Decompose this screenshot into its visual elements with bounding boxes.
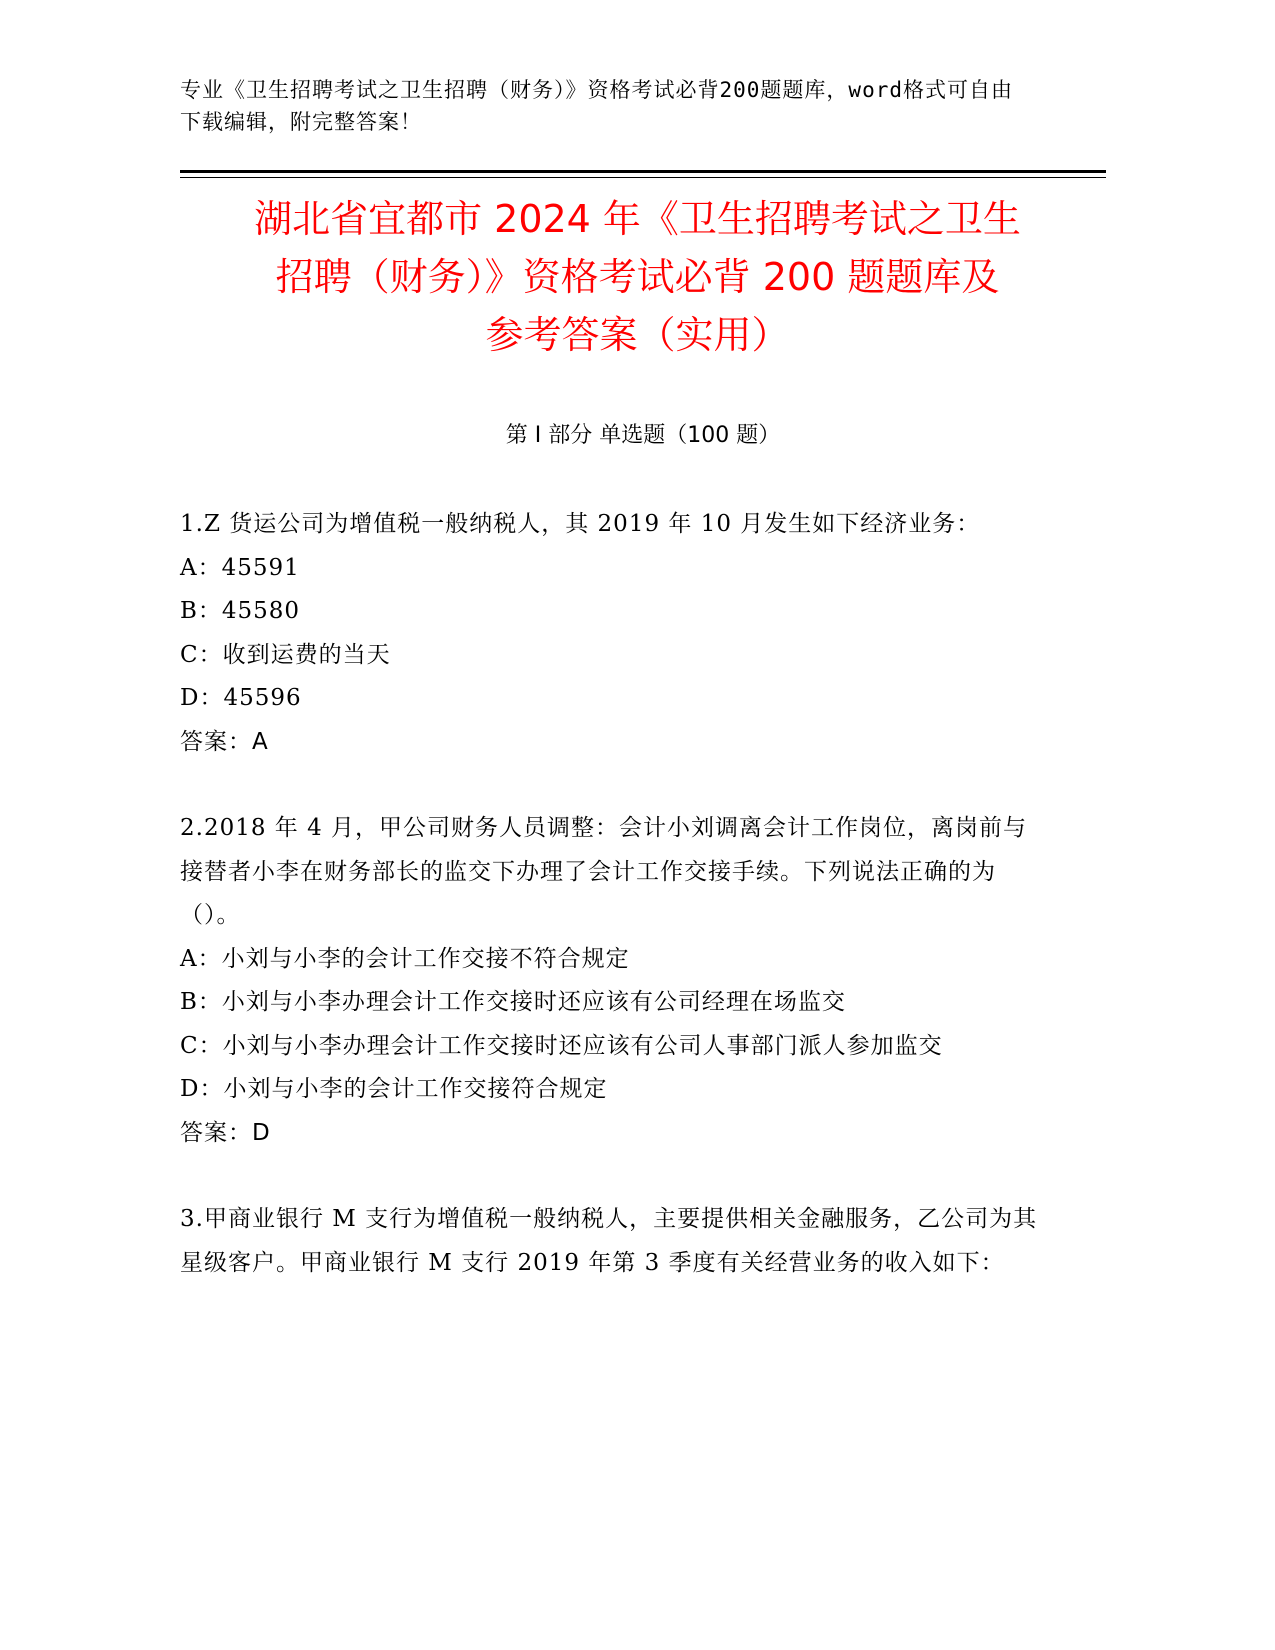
title-line: 参考答案（实用）: [485, 313, 790, 357]
option-c: C：小刘与小李办理会计工作交接时还应该有公司人事部门派人参加监交: [180, 1032, 943, 1059]
document-title: [175, 190, 1100, 364]
header-divider-thin: [180, 177, 1106, 178]
answer-line: 答案：D: [180, 1119, 271, 1146]
question-stem: 2.2018 年 4 月，甲公司财务人员调整：会计小刘调离会计工作岗位，离岗前与接替者小李在财务部长的监交下办理了会计工作交接手续。下列说法正确的为（）。: [180, 815, 1028, 928]
option-c: C：收到运费的当天: [180, 641, 391, 668]
option-b: B：45580: [180, 598, 301, 624]
option-d: D：45596: [180, 685, 302, 711]
question-list: [180, 503, 1040, 1328]
option-a: A：45591: [180, 554, 300, 581]
option-b: B：小刘与小李办理会计工作交接时还应该有公司经理在场监交: [180, 989, 846, 1015]
header-note: 专业《卫生招聘考试之卫生招聘（财务）》资格考试必背200题题库，word格式可自由下载编辑，附完整答案！: [180, 78, 1013, 134]
title-line: 招聘（财务）》资格考试必背 200 题题库及: [275, 255, 1000, 299]
title-line: 湖北省宜都市 2024 年《卫生招聘考试之卫生: [254, 197, 1021, 241]
question-stem: 3.甲商业银行 M 支行为增值税一般纳税人，主要提供相关金融服务，乙公司为其星级客户。甲商业银行 M 支行 2019 年第 3 季度有关经营业务的收入如下：: [180, 1206, 1038, 1276]
section-heading: 第 I 部分 单选题（100 题）: [505, 423, 781, 448]
option-d: D：小刘与小李的会计工作交接符合规定: [180, 1076, 608, 1102]
header-divider-thick: [180, 170, 1106, 173]
question-item: [180, 1198, 1040, 1285]
answer-line: 答案：A: [180, 728, 269, 755]
option-a: A：小刘与小李的会计工作交接不符合规定: [180, 945, 630, 972]
question-item: [180, 503, 1040, 764]
question-item: [180, 807, 1040, 1155]
question-stem: 1.Z 货运公司为增值税一般纳税人，其 2019 年 10 月发生如下经济业务：: [180, 511, 981, 537]
